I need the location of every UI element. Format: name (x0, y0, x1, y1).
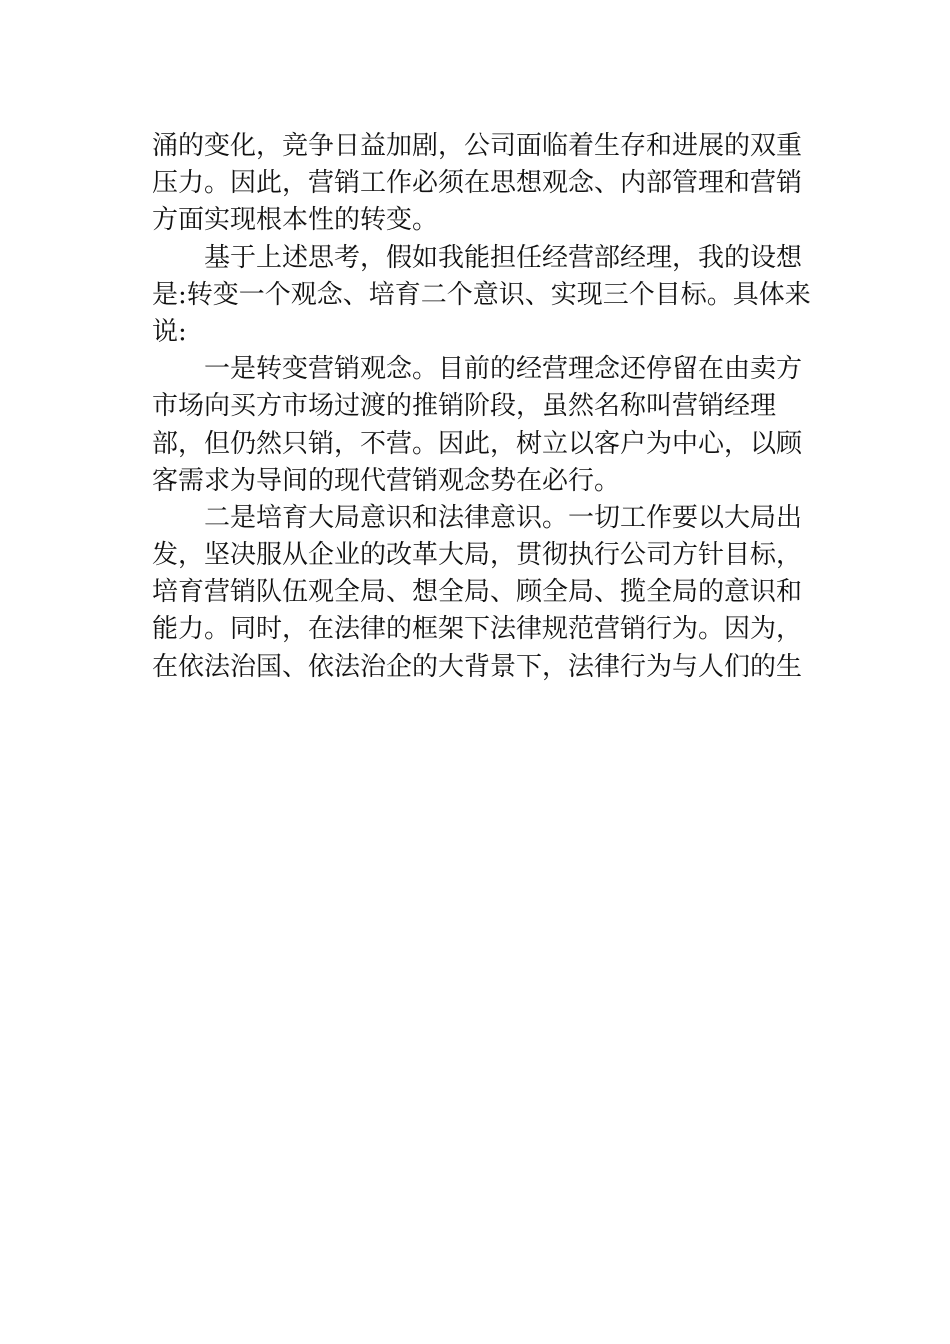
body-text (152, 128, 811, 686)
text-line: 方面实现根本性的转变。 (152, 205, 439, 236)
paragraph-start-line: 一是转变营销观念。目前的经营理念还停留在由卖方 (204, 354, 803, 385)
text-line: 发，坚决服从企业的改革大局，贯彻执行公司方针目标， (152, 540, 803, 571)
text-line: 培育营销队伍观全局、想全局、顾全局、揽全局的意识和 (152, 577, 803, 608)
text-line: 能力。同时，在法律的框架下法律规范营销行为。因为， (152, 614, 803, 645)
text-line: 说: (152, 316, 187, 347)
paragraph-start-line: 二是培育大局意识和法律意识。一切工作要以大局出 (204, 502, 803, 533)
paragraph-start-line: 基于上述思考，假如我能担任经营部经理，我的设想 (204, 242, 803, 273)
text-line: 客需求为导间的现代营销观念势在必行。 (152, 465, 621, 496)
text-line: 部，但仍然只销，不营。因此，树立以客户为中心，以顾 (152, 428, 803, 459)
text-line: 市场向买方市场过渡的推销阶段，虽然名称叫营销经理 (152, 391, 777, 422)
text-line: 在依法治国、依法治企的大背景下，法律行为与人们的生 (152, 651, 803, 682)
text-line: 是:转变一个观念、培育二个意识、实现三个目标。具体来 (152, 279, 811, 310)
text-line: 压力。因此，营销工作必须在思想观念、内部管理和营销 (152, 168, 803, 199)
text-line: 涌的变化，竞争日益加剧，公司面临着生存和进展的双重 (152, 131, 803, 161)
